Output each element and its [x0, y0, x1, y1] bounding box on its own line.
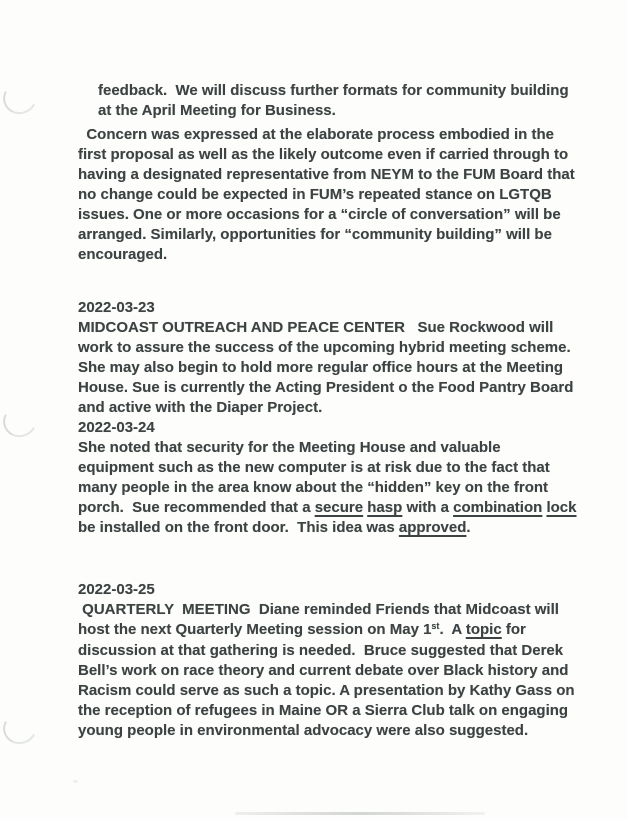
date-text: 2022-03-24 [78, 419, 155, 436]
text-line: porch. Sue recommended that a secure hasp with a combination lock [78, 499, 577, 516]
text-line: and active with the Diaper Project. [78, 399, 323, 416]
paragraph [78, 438, 578, 538]
text-line: no change could be expected in FUM’s repeated stance on LGTQB [78, 186, 552, 203]
binder-arc-artifact [0, 708, 41, 749]
text-line: equipment such as the new computer is at risk due to the fact that [78, 459, 550, 476]
date-text: 2022-03-25 [78, 581, 155, 598]
text-line: Bell’s work on race theory and current debate over Black history and [78, 662, 569, 679]
text-line: MIDCOAST OUTREACH AND PEACE CENTER Sue Rockwood will [78, 319, 554, 336]
text-line: She noted that security for the Meeting House and valuable [78, 439, 501, 456]
underlined-text: combination [453, 499, 543, 516]
text-line: encouraged. [78, 246, 168, 263]
text-line: host the next Quarterly Meeting session on May 1st. A topic for [78, 621, 526, 638]
date-heading [78, 298, 578, 318]
paragraph [78, 318, 578, 418]
date-heading [78, 580, 578, 600]
paragraph [78, 81, 578, 121]
paragraph [78, 125, 578, 265]
binder-arc-artifact [0, 78, 41, 119]
text-line: House. Sue is currently the Acting President o the Food Pantry Board [78, 379, 574, 396]
superscript-text: st [431, 621, 440, 631]
scan-speck-artifact [73, 780, 78, 783]
date-heading [78, 418, 578, 438]
text-line: be installed on the front door. This idea was approved. [78, 519, 471, 536]
underlined-text: hasp [367, 499, 403, 516]
underlined-text: secure [314, 499, 364, 516]
text-line: arranged. Similarly, opportunities for “community building” will be [78, 226, 552, 243]
text-line: Racism could serve as such a topic. A presentation by Kathy Gass on [78, 682, 575, 699]
text-line: having a designated representative from NEYM to the FUM Board that [78, 166, 575, 183]
binder-arc-artifact [0, 401, 41, 442]
text-line: discussion at that gathering is needed. Bruce suggested that Derek [78, 642, 564, 659]
text-line: at the April Meeting for Business. [98, 102, 336, 119]
date-text: 2022-03-23 [78, 299, 155, 316]
text-line: She may also begin to hold more regular office hours at the Meeting [78, 359, 564, 376]
text-line: QUARTERLY MEETING Diane reminded Friends that Midcoast will [78, 601, 559, 618]
text-line: work to assure the success of the upcoming hybrid meeting scheme. [78, 339, 571, 356]
underlined-text: lock [546, 499, 577, 516]
paragraph [78, 600, 578, 741]
text-line: first proposal as well as the likely outcome even if carried through to [78, 146, 569, 163]
text-line: issues. One or more occasions for a “circle of conversation” will be [78, 206, 561, 223]
document-body [78, 81, 578, 741]
text-line: young people in environmental advocacy were also suggested. [78, 722, 529, 739]
text-line: the reception of refugees in Maine OR a Sierra Club talk on engaging [78, 702, 569, 719]
text-line: feedback. We will discuss further formats for community building [98, 82, 569, 99]
text-line: many people in the area know about the “hidden” key on the front [78, 479, 549, 496]
underlined-text: topic [465, 621, 502, 638]
text-line: Concern was expressed at the elaborate process embodied in the [78, 126, 554, 143]
underlined-text: approved [398, 519, 467, 536]
scan-smudge-artifact [235, 812, 485, 815]
